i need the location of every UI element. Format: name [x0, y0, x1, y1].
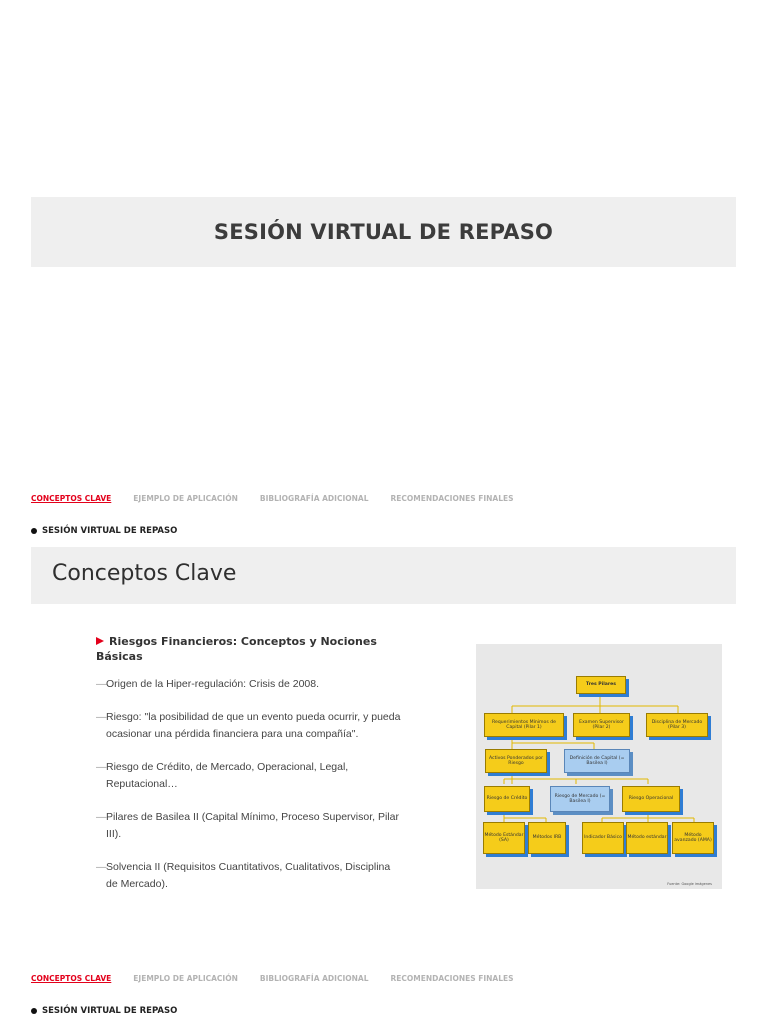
nav-tab-bibliografia[interactable]: BIBLIOGRAFÍA ADICIONAL [259, 973, 369, 983]
play-arrow-icon [96, 637, 104, 645]
diagram-node: Método Estándar (SA) [483, 822, 525, 854]
nav-tab-recomendaciones[interactable]: RECOMENDACIONES FINALES [390, 973, 514, 983]
section-header [31, 547, 736, 604]
diagram-node: Riesgo Operacional [622, 786, 680, 812]
diagram-node: Riesgo de Crédito [484, 786, 530, 812]
basilea-pillars-diagram [476, 644, 722, 889]
list-item [96, 809, 401, 843]
dash-icon: — [96, 811, 107, 823]
banner-title: SESIÓN VIRTUAL DE REPASO [213, 220, 554, 244]
topic-text: Riesgos Financieros: Conceptos y Nociones Básicas [96, 635, 377, 663]
diagram-node: Requerimientos Mínimos de Capital (Pilar 1) [484, 713, 564, 737]
nav-tab-conceptos-clave[interactable]: CONCEPTOS CLAVE [31, 493, 112, 503]
list-item-text: Pilares de Basilea II (Capital Mínimo, Proceso Supervisor, Pilar III). [106, 811, 399, 840]
section-nav [31, 972, 536, 984]
diagram-node: Examen Supervisor (Pilar 2) [573, 713, 630, 737]
bullet-dot-icon [31, 1008, 37, 1014]
nav-tab-ejemplo-aplicacion[interactable]: EJEMPLO DE APLICACIÓN [133, 973, 238, 983]
diagram-source: Fuente: Google imágenes [667, 882, 712, 886]
dash-icon: — [96, 761, 107, 773]
diagram-node: Definición de Capital (= Basilea I) [564, 749, 630, 773]
dash-icon: — [96, 711, 107, 723]
diagram-node: Riesgo de Mercado (= Basilea I) [550, 786, 610, 812]
breadcrumb-label: SESIÓN VIRTUAL DE REPASO [42, 1006, 178, 1016]
title-banner [31, 197, 736, 267]
bullet-list [96, 676, 401, 909]
list-item-text: Solvencia II (Requisitos Cuantitativos, Cualitativos, Disciplina de Mercado). [106, 861, 391, 890]
nav-tab-conceptos-clave[interactable]: CONCEPTOS CLAVE [31, 973, 112, 983]
diagram-node: Método avanzado (AMA) [672, 822, 714, 854]
breadcrumb-label: SESIÓN VIRTUAL DE REPASO [42, 526, 178, 536]
breadcrumb [31, 1006, 177, 1016]
topic-heading [96, 634, 396, 664]
list-item [96, 859, 401, 893]
section-title: Conceptos Clave [52, 561, 237, 586]
list-item [96, 676, 401, 693]
list-item-text: Origen de la Hiper-regulación: Crisis de 2008. [106, 678, 320, 690]
breadcrumb [31, 526, 177, 536]
dash-icon: — [96, 861, 107, 873]
list-item [96, 759, 401, 793]
section-nav [31, 492, 536, 504]
list-item-text: Riesgo de Crédito, de Mercado, Operacional, Legal, Reputacional… [106, 761, 349, 790]
diagram-node: Tres Pilares [576, 676, 626, 694]
nav-tab-bibliografia[interactable]: BIBLIOGRAFÍA ADICIONAL [259, 493, 369, 503]
bullet-dot-icon [31, 528, 37, 534]
list-item-text: Riesgo: "la posibilidad de que un evento pueda ocurrir, y pueda ocasionar una pérdida financiera para una compañía". [106, 711, 401, 740]
nav-tab-recomendaciones[interactable]: RECOMENDACIONES FINALES [390, 493, 514, 503]
diagram-node: Métodos IRB [528, 822, 566, 854]
diagram-node: Indicador Básico [582, 822, 624, 854]
list-item [96, 709, 401, 743]
nav-tab-ejemplo-aplicacion[interactable]: EJEMPLO DE APLICACIÓN [133, 493, 238, 503]
diagram-node: Activos Ponderados por Riesgo [485, 749, 547, 773]
dash-icon: — [96, 678, 107, 690]
diagram-node: Método estándar [626, 822, 668, 854]
diagram-node: Disciplina de Mercado (Pilar 3) [646, 713, 708, 737]
